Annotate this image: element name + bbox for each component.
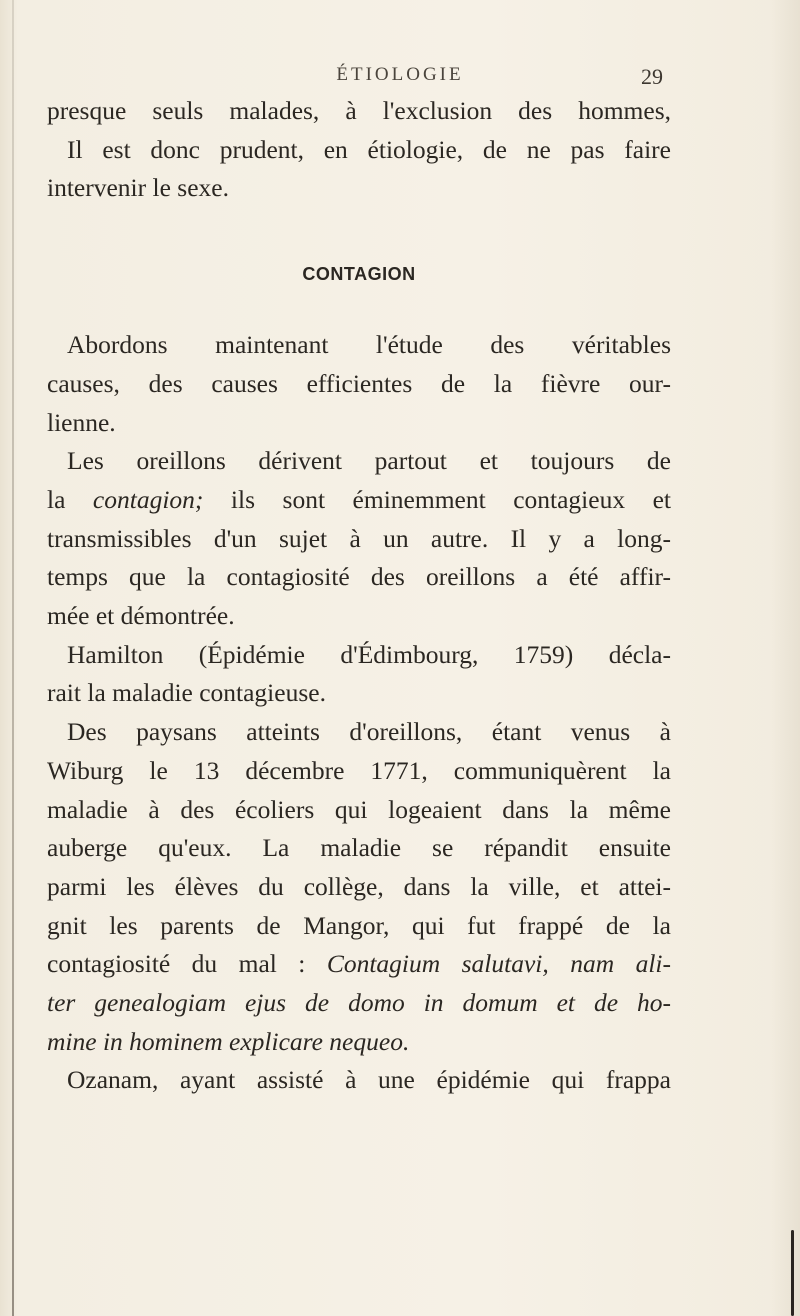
text-line: presque seuls malades, à l'exclusion des hommes,: [47, 96, 671, 125]
section-title: CONTAGION: [302, 264, 416, 285]
page-header: [0, 64, 800, 94]
text-line: gnit les parents de Mangor, qui fut frappé de la: [47, 910, 671, 940]
edge-mark: [791, 1230, 794, 1316]
italic-term: contagion;: [92, 484, 204, 514]
text-line: [47, 481, 671, 520]
latin-quote: Contagium salutavi, nam ali-: [326, 949, 671, 979]
text-line: intervenir le sexe.: [47, 173, 229, 203]
text-line: Les oreillons dérivent partout et toujours de: [67, 446, 671, 476]
text-line: auberge qu'eux. La maladie se répandit ensuite: [47, 833, 671, 863]
latin-quote: mine in hominem explicare nequeo.: [47, 1026, 410, 1056]
latin-quote: ter genealogiam ejus de domo in domum et de ho-: [47, 988, 671, 1018]
text-line: maladie à des écoliers qui logeaient dans la même: [47, 794, 671, 824]
text-segment: la: [47, 484, 93, 514]
body-text: [47, 92, 671, 1100]
text-line: Ozanam, ayant assisté à une épidémie qui frappa: [67, 1065, 671, 1095]
text-line: temps que la contagiosité des oreillons a été affir-: [47, 562, 671, 592]
text-line: [47, 984, 671, 1023]
text-line: Des paysans atteints d'oreillons, étant venus à: [67, 717, 671, 747]
text-line: [47, 1023, 671, 1062]
text-line: mée et démontrée.: [47, 601, 235, 631]
text-line: lienne.: [47, 407, 116, 437]
page-number: 29: [641, 64, 663, 89]
text-line: Abordons maintenant l'étude des véritables: [67, 330, 671, 360]
text-line: Hamilton (Épidémie d'Édimbourg, 1759) décla-: [67, 639, 671, 669]
text-line: parmi les élèves du collège, dans la ville, et attei-: [47, 871, 671, 901]
text-line: Wiburg le 13 décembre 1771, communiquèrent la: [47, 755, 671, 785]
page-edge-shadow: [770, 0, 800, 1316]
text-segment: contagiosité du mal :: [47, 949, 327, 979]
text-line: rait la maladie contagieuse.: [47, 678, 326, 708]
running-head: ÉTIOLOGIE: [336, 64, 464, 85]
binding-gutter: [12, 0, 14, 1316]
text-segment: ils sont éminemment contagieux et: [203, 484, 671, 514]
text-line: Il est donc prudent, en étiologie, de ne pas faire: [67, 134, 671, 164]
text-line: transmissibles d'un sujet à un autre. Il y a long-: [47, 523, 671, 553]
text-line: causes, des causes efficientes de la fièvre our-: [47, 368, 671, 398]
text-line: [47, 945, 671, 984]
